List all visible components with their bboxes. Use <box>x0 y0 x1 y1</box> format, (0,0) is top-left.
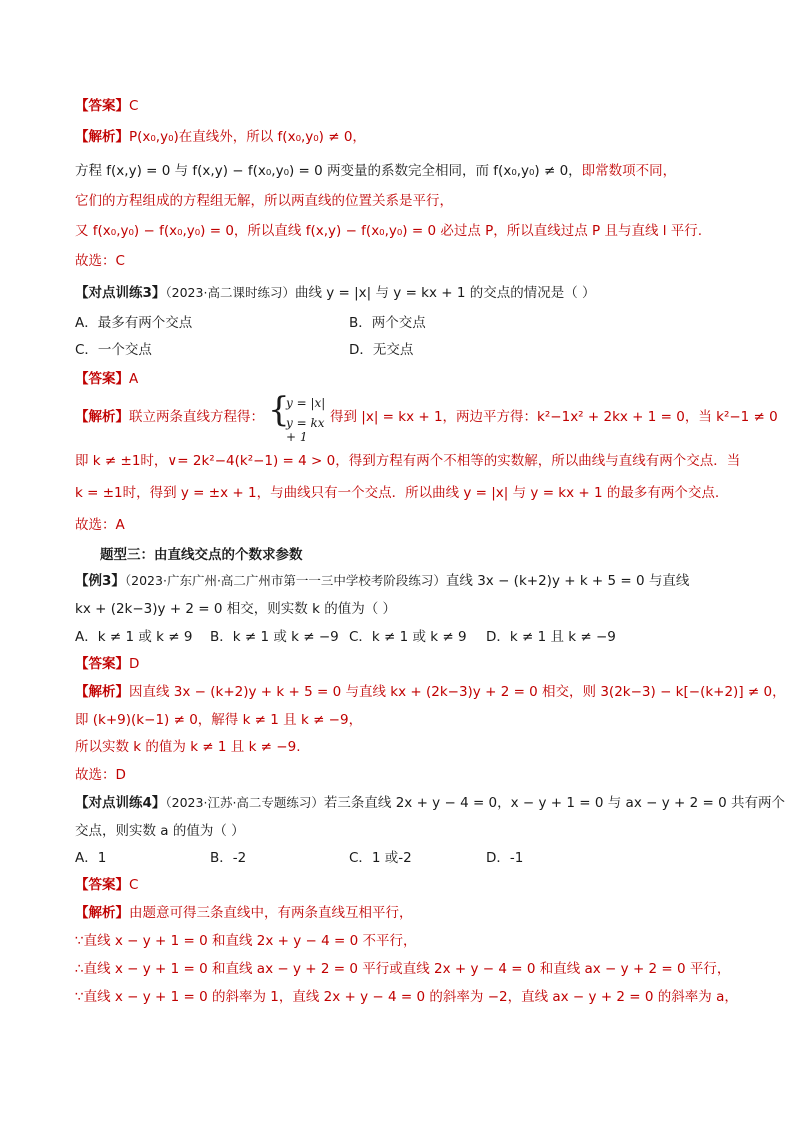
option-d: D．-1 <box>486 850 524 866</box>
final-choice: 故选：D <box>75 767 126 783</box>
answer-value: C <box>129 877 139 893</box>
option-d: D．无交点 <box>349 342 414 358</box>
answer-tag: 【答案】 <box>75 98 129 114</box>
question-ex3: 【例3】（2023·广东广州·高二广州市第一一三中学校考阶段练习）直线 3x − (k+2)y + k + 5 = 0 与直线 <box>75 573 690 589</box>
option-c: C．1 或-2 <box>349 850 412 866</box>
analysis-tag: 【解析】 <box>75 905 129 921</box>
question-source: （2023·江苏·高二专题练习） <box>165 795 324 810</box>
equation-system: { y = |x| y = kx + 1 <box>268 390 326 444</box>
analysis-line: 又 f(x₀,y₀) − f(x₀,y₀) = 0，所以直线 f(x,y) − f(x₀,y₀) = 0 必过点 P，所以直线过点 P 且与直线 l 平行. <box>75 223 703 239</box>
analysis-line: 【解析】因直线 3x − (k+2)y + k + 5 = 0 与直线 kx + (2k−3)y + 2 = 0 相交，则 3(2k−3) − k[−(k+2)] ≠ 0， <box>75 684 786 700</box>
option-b: B．-2 <box>210 850 247 866</box>
analysis-line: 所以实数 k 的值为 k ≠ 1 且 k ≠ −9. <box>75 739 301 755</box>
section-heading: 题型三：由直线交点的个数求参数 <box>100 547 303 563</box>
answer-row-t4 <box>75 876 138 894</box>
question-tag: 【对点训练3】 <box>75 285 166 301</box>
analysis-line: ∴直线 x − y + 1 = 0 和直线 ax − y + 2 = 0 平行或直线 2x + y − 4 = 0 和直线 ax − y + 2 = 0 平行， <box>75 961 731 977</box>
answer-tag: 【答案】 <box>75 656 129 672</box>
option-b: B．两个交点 <box>349 315 426 331</box>
option-b: B．k ≠ 1 或 k ≠ −9 <box>210 629 339 645</box>
final-choice: 故选：A <box>75 517 125 533</box>
analysis-line: 【解析】由题意可得三条直线中，有两条直线互相平行， <box>75 905 413 921</box>
answer-tag: 【答案】 <box>75 877 129 893</box>
option-a: A．最多有两个交点 <box>75 315 193 331</box>
option-a: A．k ≠ 1 或 k ≠ 9 <box>75 629 193 645</box>
answer-value: C <box>129 98 139 114</box>
analysis-line: 得到 |x| = kx + 1，两边平方得：k²−1x² + 2kx + 1 = 0，当 k²−1 ≠ 0 <box>330 409 778 425</box>
option-c: C．k ≠ 1 或 k ≠ 9 <box>349 629 467 645</box>
final-choice: 故选：C <box>75 253 125 269</box>
question-tag: 【例3】 <box>75 573 125 589</box>
analysis-line: 【解析】联立两条直线方程得： <box>75 409 264 425</box>
analysis-line: 即 (k+9)(k−1) ≠ 0，解得 k ≠ 1 且 k ≠ −9， <box>75 712 363 728</box>
answer-row-ex3 <box>75 655 139 673</box>
option-c: C．一个交点 <box>75 342 152 358</box>
analysis-line: ∵直线 x − y + 1 = 0 和直线 2x + y − 4 = 0 不平行， <box>75 933 417 949</box>
analysis-line: 即 k ≠ ±1时，∨= 2k²−4(k²−1) = 4 > 0，得到方程有两个不相等的实数解，所以曲线与直线有两个交点．当 <box>75 453 741 469</box>
brace: { <box>268 390 290 430</box>
question-t3 <box>75 284 596 302</box>
question-source: （2023·广东广州·高二广州市第一一三中学校考阶段练习） <box>124 573 446 588</box>
analysis-line: 它们的方程组成的方程组无解，所以两直线的位置关系是平行， <box>75 193 453 209</box>
question-tag: 【对点训练4】 <box>75 795 166 811</box>
question-source: （2023·高二课时练习） <box>165 285 295 300</box>
question-text: 交点，则实数 a 的值为（ ） <box>75 823 245 839</box>
answer-value: A <box>129 371 139 387</box>
analysis-tag: 【解析】 <box>75 129 129 145</box>
question-t4: 【对点训练4】（2023·江苏·高二专题练习）若三条直线 2x + y − 4 = 0，x − y + 1 = 0 与 ax − y + 2 = 0 共有两个 <box>75 795 785 811</box>
analysis-line: k = ±1时，得到 y = ±x + 1，与曲线只有一个交点．所以曲线 y = |x| 与 y = kx + 1 的最多有两个交点. <box>75 485 720 501</box>
analysis-tag: 【解析】 <box>75 409 129 425</box>
option-a: A．1 <box>75 850 107 866</box>
answer-row-prev <box>75 97 138 115</box>
analysis-line: 方程 f(x,y) = 0 与 f(x,y) − f(x₀,y₀) = 0 两变量的系数完全相同，而 f(x₀,y₀) ≠ 0，即常数项不同， <box>75 163 677 179</box>
answer-row-t3 <box>75 370 138 388</box>
analysis-tag: 【解析】 <box>75 684 129 700</box>
question-text: kx + (2k−3)y + 2 = 0 相交，则实数 k 的值为（ ） <box>75 601 396 617</box>
answer-value: D <box>129 656 140 672</box>
analysis-line: 【解析】P(x₀,y₀)在直线外，所以 f(x₀,y₀) ≠ 0， <box>75 129 366 145</box>
answer-tag: 【答案】 <box>75 371 129 387</box>
option-d: D．k ≠ 1 且 k ≠ −9 <box>486 629 616 645</box>
question-text: 曲线 y = |x| 与 y = kx + 1 的交点的情况是（ ） <box>294 285 596 301</box>
analysis-line: ∵直线 x − y + 1 = 0 的斜率为 1，直线 2x + y − 4 = 0 的斜率为 −2，直线 ax − y + 2 = 0 的斜率为 a， <box>75 989 738 1005</box>
